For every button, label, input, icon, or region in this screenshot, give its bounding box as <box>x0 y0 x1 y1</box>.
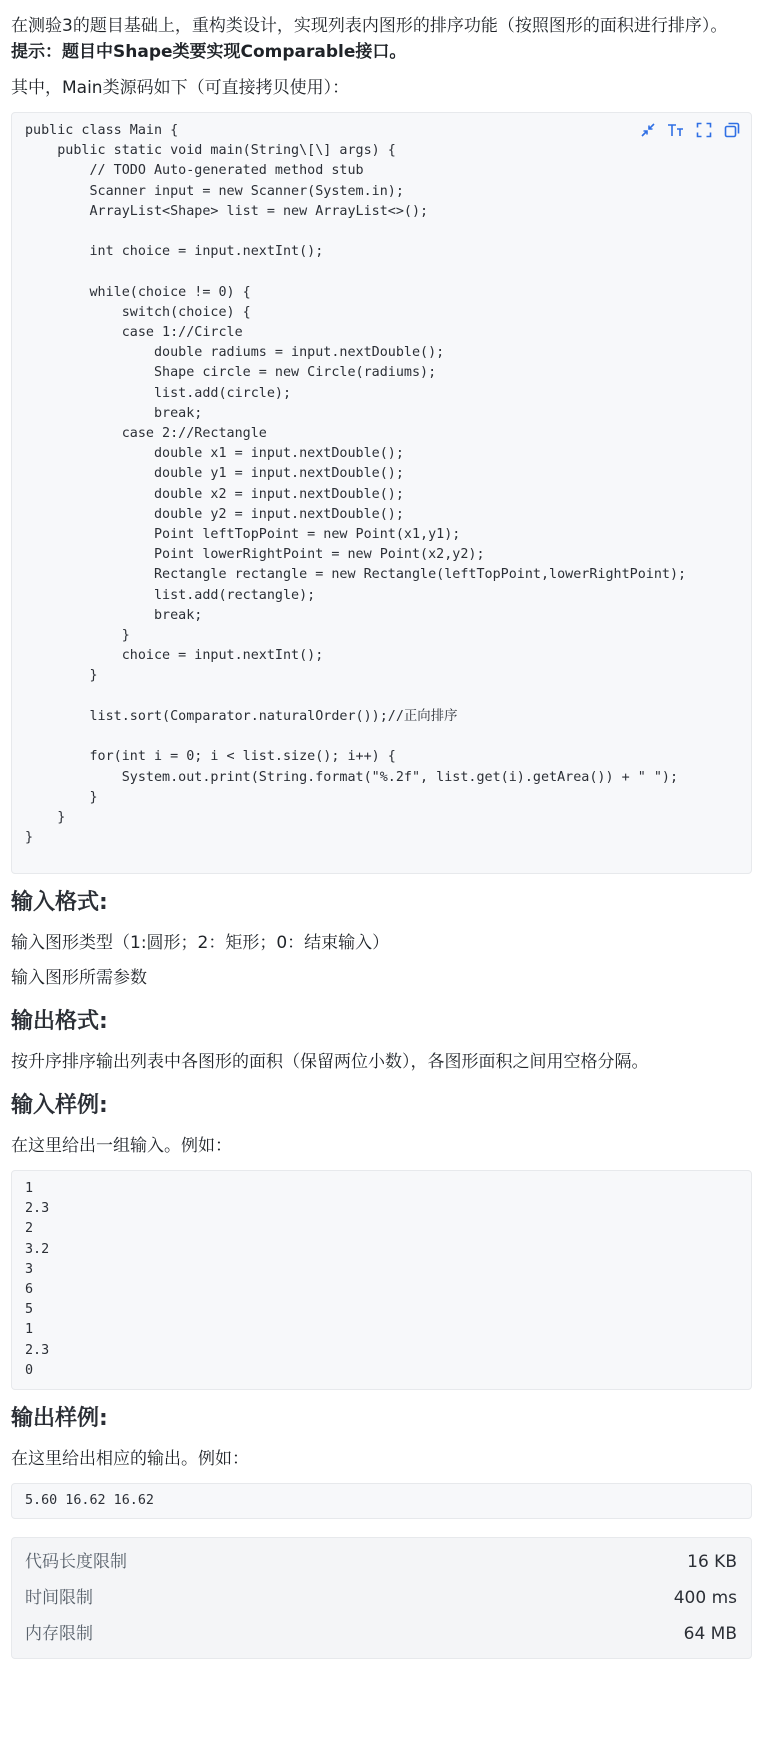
input-sample-heading: 输入样例: <box>11 1093 108 1118</box>
output-sample-section <box>11 1404 751 1519</box>
hint-text: 提示：题目中Shape类要实现Comparable接口。 <box>11 42 407 62</box>
output-sample-desc: 在这里给出相应的输出。例如： <box>11 1449 249 1470</box>
source-intro-text: 其中，Main类源码如下（可直接拷贝使用）： <box>11 78 350 98</box>
input-sample-desc: 在这里给出一组输入。例如： <box>11 1136 232 1156</box>
main-code-block[interactable] <box>11 112 752 874</box>
code-toolbar <box>639 121 741 139</box>
input-sample-code: 1 2.3 2 3.2 3 6 5 1 2.3 0 <box>25 1181 50 1378</box>
limit-row-memory <box>25 1616 737 1652</box>
collapse-icon[interactable] <box>639 121 657 139</box>
limit-row-time <box>25 1580 737 1616</box>
limits-panel <box>11 1537 752 1659</box>
output-sample-heading: 输出样例: <box>11 1406 108 1432</box>
main-code-text: public class Main { public static void main(String\[\] args) { // TODO Auto-generated method stub Scanner input = new Scanner(System.in); ArrayList<Shape> list = new ArrayList<>(); int choice = input.nextInt(); while(choice != 0) { switch(choice) { case 1://Circle double radiums = input.nextDouble(); Shape circle = new Circle(radiums); list.add(circle); break; case 2://Rectangle double x1 = input.nextDouble(); double y1 = input.nextDouble(); double x2 = input.nextDouble(); double y2 = input.nextDouble(); Point leftTopPoint = new Point(x1,y1); Point lowerRightPoint = new Point(x2,y2); Rectangle rectangle = new Rectangle(leftTopPoint,lowerRightPoint); list.add(rectangle); break; } choice = input.nextInt(); } list.sort(Comparator.naturalOrder());//正向排序 for(int i = 0; i < list.size(); i++) { System.out.print(String.format("%.2f", list.get(i).getArea()) + " "); } } } <box>25 123 687 846</box>
copy-icon[interactable] <box>723 121 741 139</box>
font-size-icon[interactable] <box>667 121 685 139</box>
limit-value: 16 KB <box>687 1552 737 1573</box>
limit-value: 400 ms <box>673 1588 737 1609</box>
input-sample-block[interactable] <box>11 1170 752 1390</box>
output-format-section <box>11 1007 751 1075</box>
input-format-section <box>11 888 751 991</box>
limit-label: 代码长度限制 <box>25 1552 127 1573</box>
output-sample-block[interactable] <box>11 1483 752 1519</box>
input-format-line2: 输入图形所需参数 <box>11 968 147 988</box>
input-format-heading: 输入格式: <box>11 890 108 915</box>
limit-label: 时间限制 <box>25 1588 93 1609</box>
output-format-heading: 输出格式: <box>11 1009 108 1034</box>
limit-row-code-length <box>25 1544 737 1580</box>
input-format-line1: 输入图形类型（1:圆形；2：矩形；0：结束输入） <box>11 933 390 953</box>
limit-value: 64 MB <box>683 1624 737 1645</box>
limit-label: 内存限制 <box>25 1624 93 1645</box>
output-format-line1: 按升序排序输出列表中各图形的面积（保留两位小数），各图形面积之间用空格分隔。 <box>11 1052 649 1072</box>
fullscreen-icon[interactable] <box>695 121 713 139</box>
input-sample-section <box>11 1091 751 1390</box>
intro-text: 在测验3的题目基础上，重构类设计，实现列表内图形的排序功能（按照图形的面积进行排序）。 <box>11 16 728 36</box>
output-sample-code: 5.60 16.62 16.62 <box>25 1493 154 1509</box>
